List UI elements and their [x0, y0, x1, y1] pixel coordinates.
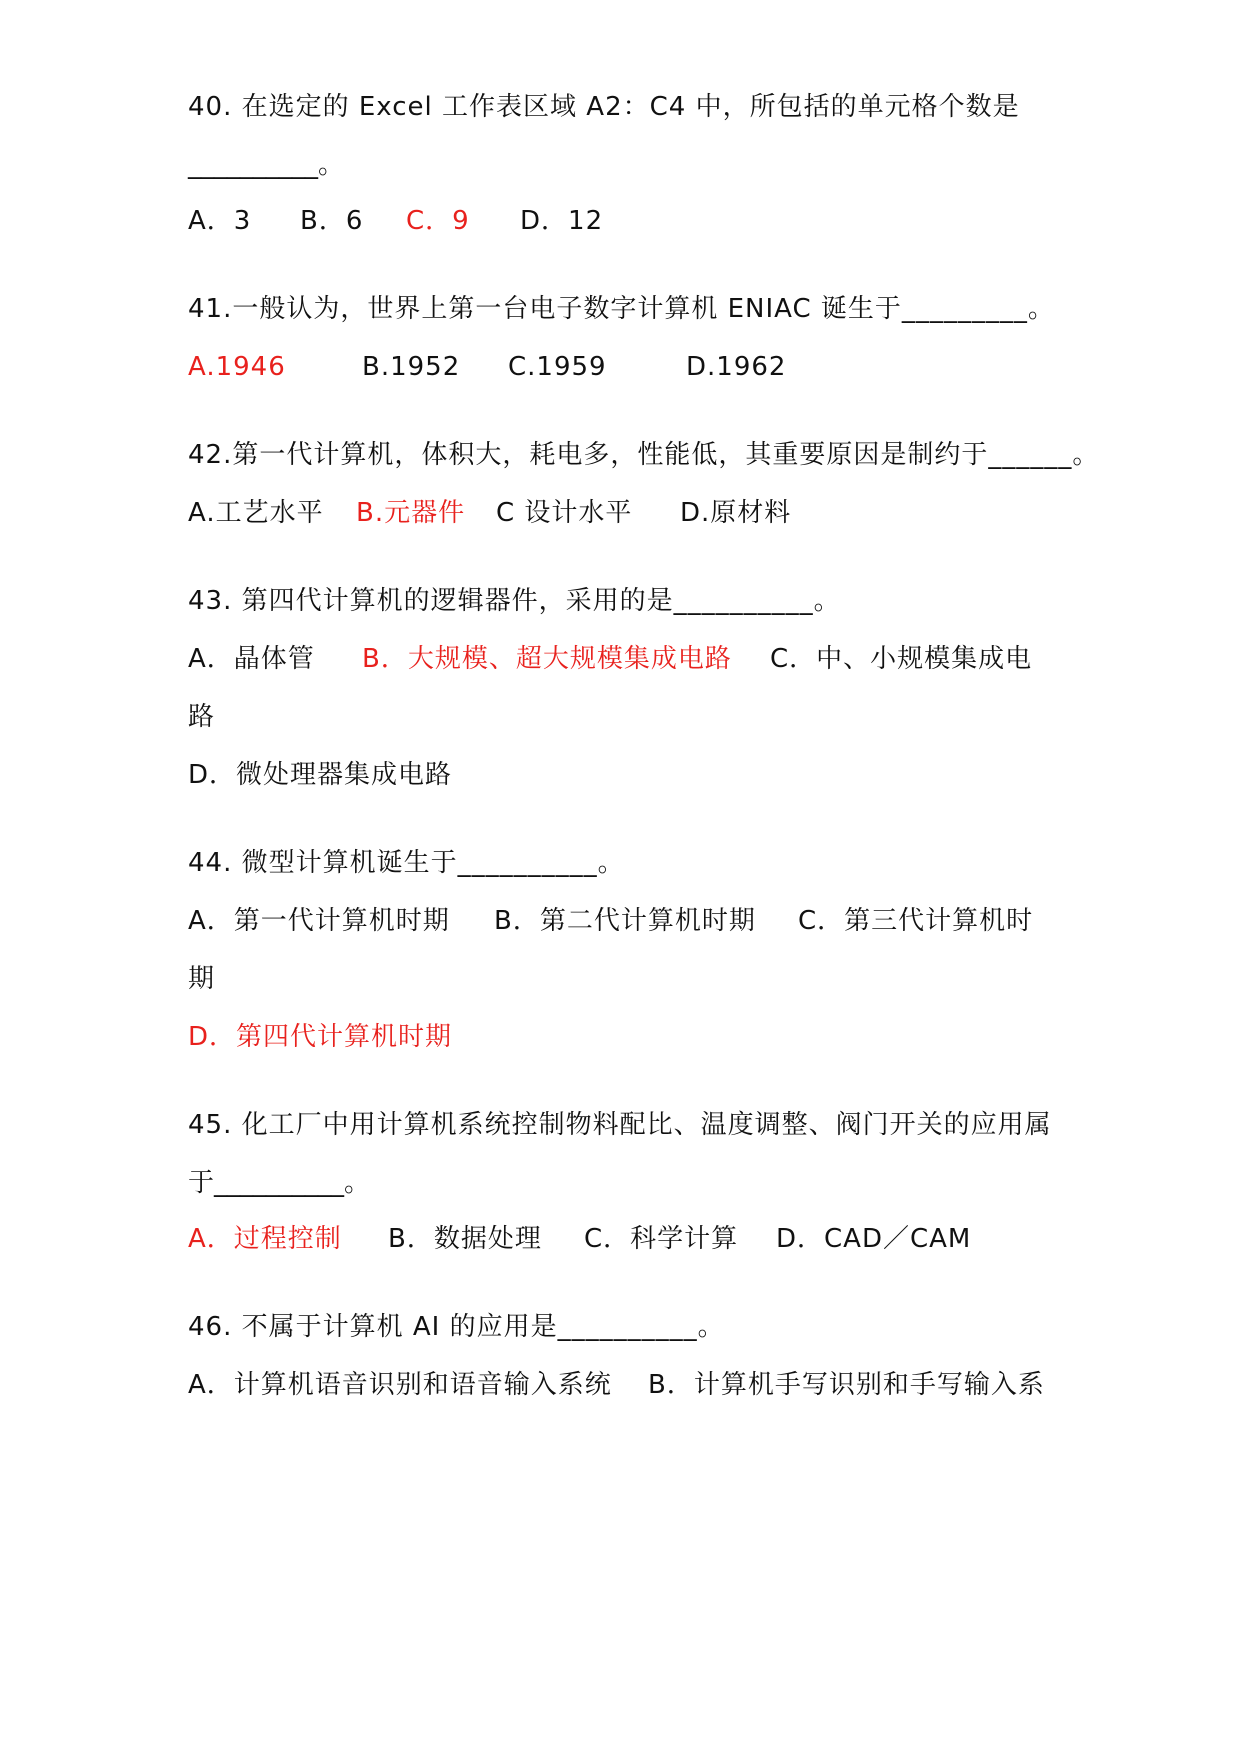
q42-options — [188, 496, 791, 530]
q42-option-a: A.工艺水平 — [188, 498, 324, 528]
q45-option-a-answer: A．过程控制 — [188, 1224, 342, 1254]
q41-option-b: B.1952 — [362, 352, 461, 382]
q41-stem: 41.一般认为，世界上第一台电子数字计算机 ENIAC 诞生于_________。 — [188, 294, 1055, 324]
q40-stem-line2: __________。 — [188, 150, 345, 180]
q45-stem-line1: 45. 化工厂中用计算机系统控制物料配比、温度调整、阀门开关的应用属 — [188, 1110, 1052, 1140]
q41-option-d: D.1962 — [686, 352, 787, 382]
q43-option-d: D．微处理器集成电路 — [188, 760, 453, 790]
q44-option-a: A．第一代计算机时期 — [188, 906, 450, 936]
q44-option-d-answer: D．第四代计算机时期 — [188, 1022, 453, 1052]
q43-options — [188, 642, 1032, 676]
q46-options — [188, 1368, 1045, 1402]
q45-options — [188, 1222, 971, 1256]
q42-option-d: D.原材料 — [680, 498, 792, 528]
q40-option-b: B．6 — [300, 206, 364, 236]
q45-option-d: D．CAD／CAM — [776, 1224, 972, 1254]
q41-option-a-answer: A.1946 — [188, 352, 286, 382]
q43-option-b-answer: B．大规模、超大规模集成电路 — [362, 644, 732, 674]
q44-option-c-continued: 期 — [188, 964, 216, 994]
q41-options — [188, 350, 786, 384]
q46-option-a: A．计算机语音识别和语音输入系统 — [188, 1370, 612, 1400]
q43-option-c-continued: 路 — [188, 702, 216, 732]
q45-stem-line2: 于__________。 — [188, 1168, 371, 1198]
q43-option-a: A．晶体管 — [188, 644, 315, 674]
q44-options — [188, 904, 1033, 938]
q43-stem: 43. 第四代计算机的逻辑器件，采用的是__________。 — [188, 586, 841, 616]
q40-stem-line1: 40. 在选定的 Excel 工作表区域 A2：C4 中，所包括的单元格个数是 — [188, 92, 1020, 122]
q40-options — [188, 204, 603, 238]
q40-option-d: D．12 — [520, 206, 604, 236]
q44-option-c: C．第三代计算机时 — [798, 906, 1034, 936]
q46-option-b: B．计算机手写识别和手写输入系 — [648, 1370, 1045, 1400]
q45-option-b: B．数据处理 — [388, 1224, 542, 1254]
q46-stem: 46. 不属于计算机 AI 的应用是__________。 — [188, 1312, 725, 1342]
q45-option-c: C．科学计算 — [584, 1224, 739, 1254]
q44-option-b: B．第二代计算机时期 — [494, 906, 756, 936]
q42-option-c: C 设计水平 — [496, 498, 633, 528]
q41-option-c: C.1959 — [508, 352, 607, 382]
q43-option-c: C．中、小规模集成电 — [770, 644, 1033, 674]
q40-option-c-answer: C．9 — [406, 206, 470, 236]
q44-stem: 44. 微型计算机诞生于__________。 — [188, 848, 625, 878]
q42-option-b-answer: B.元器件 — [356, 498, 466, 528]
q40-option-a: A．3 — [188, 206, 252, 236]
q42-stem: 42.第一代计算机，体积大，耗电多，性能低，其重要原因是制约于______。 — [188, 440, 1100, 470]
